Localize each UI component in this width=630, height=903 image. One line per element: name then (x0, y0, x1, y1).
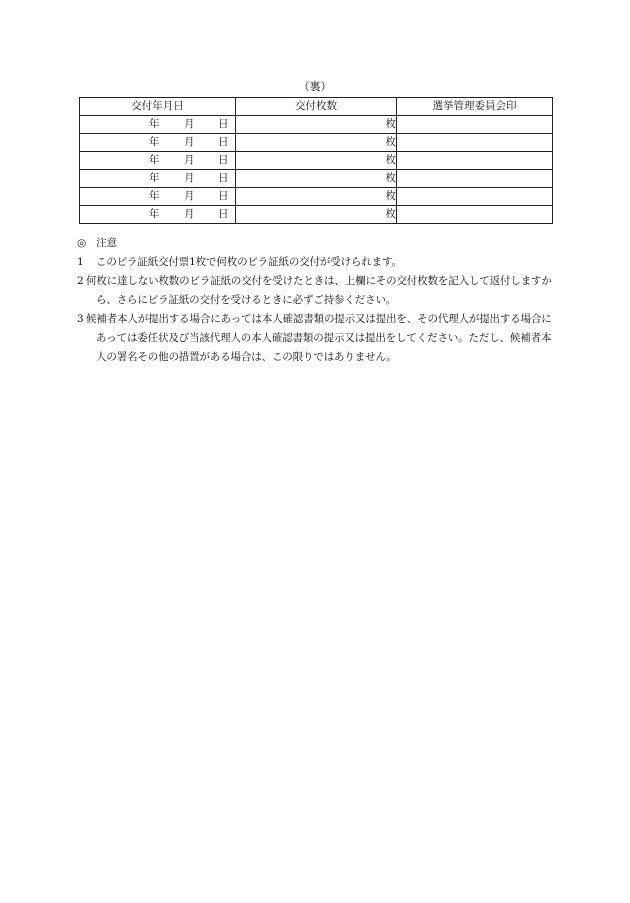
seal-cell (397, 152, 553, 170)
month-label: 月 (184, 136, 195, 148)
year-label: 年 (149, 118, 160, 130)
day-label: 日 (218, 208, 229, 220)
day-label: 日 (218, 172, 229, 184)
seal-cell (397, 206, 553, 224)
notes-heading-text: 注意 (96, 237, 118, 249)
note-item (77, 272, 557, 310)
table-row (80, 116, 553, 134)
year-label: 年 (149, 208, 160, 220)
note-number: 2 (77, 275, 84, 287)
note-number: 3 (77, 313, 84, 325)
issue-count-cell: 枚 (236, 116, 397, 134)
note-text: 候補者本人が提出する場合にあっては本人確認書類の提示又は提出を、その代理人が提出する場合にあっては委任状及び当該代理人の本人確認書類の提示又は提出をしてください。ただし、候補者本人の署名その他の措置がある場合は、この限りではありません。 (86, 313, 552, 363)
year-label: 年 (149, 154, 160, 166)
year-label: 年 (149, 172, 160, 184)
table-header-row (80, 98, 553, 116)
issue-count-cell: 枚 (236, 152, 397, 170)
day-label: 日 (218, 136, 229, 148)
table-row (80, 152, 553, 170)
header-issue-date: 交付年月日 (80, 98, 236, 116)
year-label: 年 (149, 136, 160, 148)
header-issue-count: 交付枚数 (236, 98, 397, 116)
table-row (80, 188, 553, 206)
note-number: 1 (77, 256, 84, 268)
day-label: 日 (218, 118, 229, 130)
table-row (80, 206, 553, 224)
issue-date-cell (80, 116, 236, 134)
month-label: 月 (184, 190, 195, 202)
month-label: 月 (184, 208, 195, 220)
page-title: （裏） (298, 80, 332, 93)
issue-count-cell: 枚 (236, 206, 397, 224)
header-election-commission-seal: 選挙管理委員会印 (397, 98, 553, 116)
seal-cell (397, 170, 553, 188)
day-label: 日 (218, 154, 229, 166)
month-label: 月 (184, 172, 195, 184)
month-label: 月 (184, 154, 195, 166)
issue-date-cell (80, 152, 236, 170)
seal-cell (397, 188, 553, 206)
table-row (80, 134, 553, 152)
seal-cell (397, 116, 553, 134)
double-circle-icon: ◎ (77, 237, 87, 249)
issue-count-cell: 枚 (236, 170, 397, 188)
seal-cell (397, 134, 553, 152)
issue-date-cell (80, 188, 236, 206)
notes-section (77, 234, 557, 367)
issue-count-cell: 枚 (236, 134, 397, 152)
year-label: 年 (149, 190, 160, 202)
issue-date-cell (80, 134, 236, 152)
note-item (77, 310, 557, 367)
month-label: 月 (184, 118, 195, 130)
notes-heading (77, 234, 557, 253)
table-row (80, 170, 553, 188)
note-text: このビラ証紙交付票1枚で何枚のビラ証紙の交付が受けられます。 (96, 256, 402, 268)
note-text: 何枚に達しない枚数のビラ証紙の交付を受けたときは、上欄にその交付枚数を記入して返付しますから、さらにビラ証紙の交付を受けるときに必ずご持参ください。 (86, 275, 552, 306)
day-label: 日 (218, 190, 229, 202)
issuance-table (79, 97, 553, 224)
issue-count-cell: 枚 (236, 188, 397, 206)
issue-date-cell (80, 170, 236, 188)
issue-date-cell (80, 206, 236, 224)
note-item (77, 253, 557, 272)
